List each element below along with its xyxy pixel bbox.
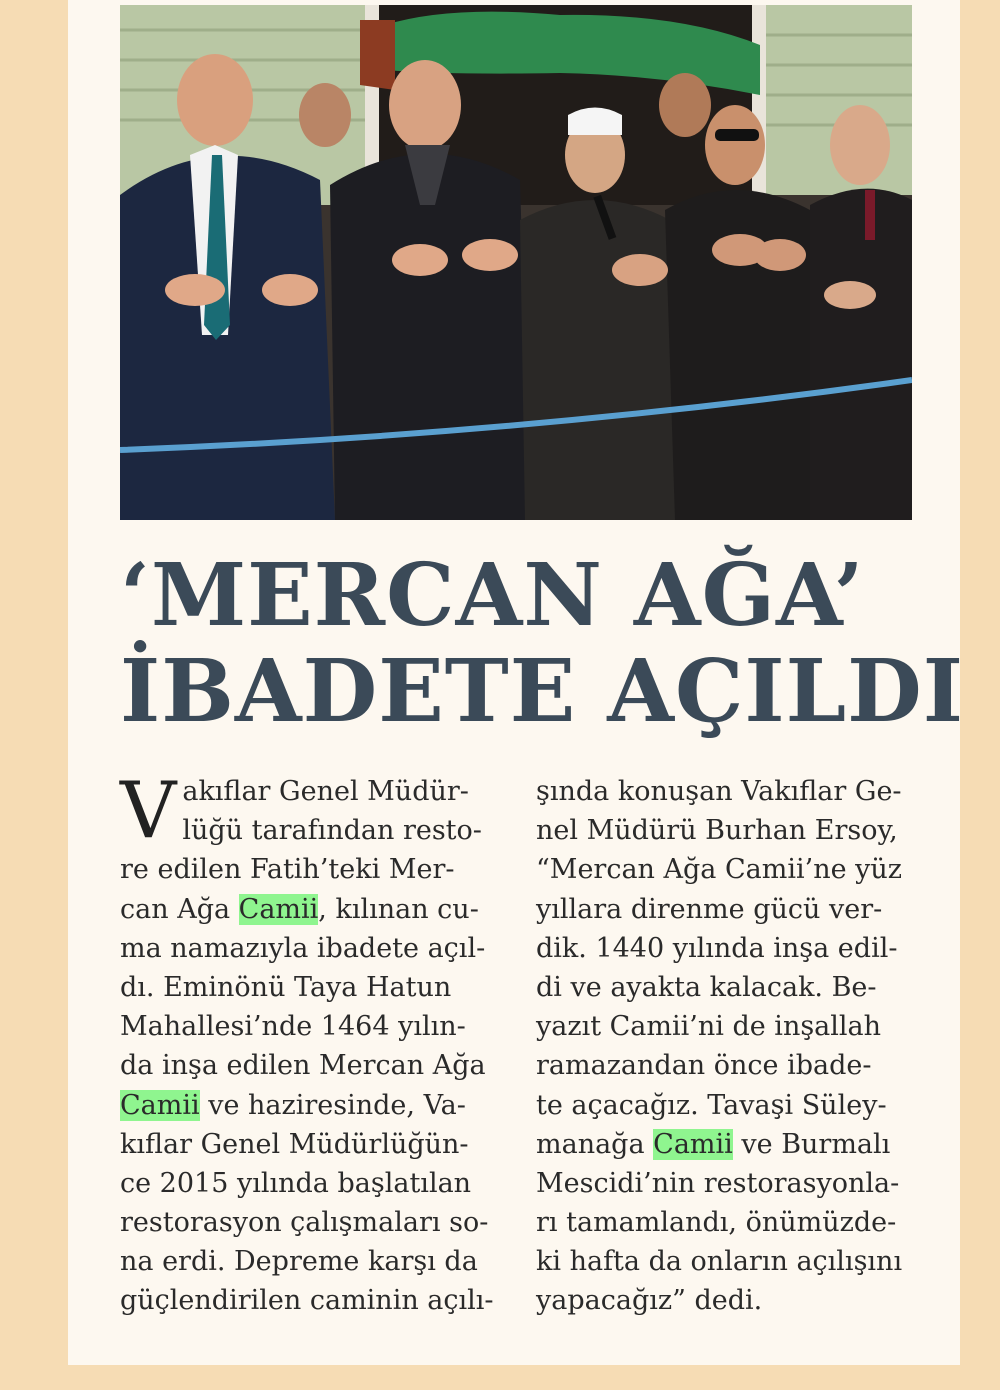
- highlighted-word: Camii: [653, 1128, 733, 1160]
- article-column-left: [120, 766, 510, 1321]
- article-line: [536, 1125, 926, 1164]
- article-line: [536, 1242, 926, 1281]
- article-line: [120, 1203, 510, 1242]
- ceremony-photo-illustration: [120, 5, 912, 520]
- article-text: , kılınan cu-: [318, 893, 479, 925]
- article-text: güçlendirilen caminin açılı-: [120, 1285, 494, 1317]
- article-line: [536, 1281, 926, 1320]
- article-line: [536, 1086, 926, 1125]
- article-line: [120, 1125, 510, 1164]
- article-text: akıflar Genel Müdür-: [182, 776, 469, 807]
- article-text: ramazandan önce ibade-: [536, 1050, 872, 1082]
- article-text: şında konuşan Vakıflar Ge-: [536, 776, 902, 807]
- article-line: [536, 1203, 926, 1242]
- article-line: [120, 1164, 510, 1203]
- article-text: “Mercan Ağa Camii’ne yüz: [536, 854, 903, 886]
- article-line: [120, 1046, 510, 1085]
- article-line: [120, 1242, 510, 1281]
- article-line: [536, 1007, 926, 1046]
- article-text: yıllara direnme gücü ver-: [536, 893, 883, 925]
- article-text: Mescidi’nin restorasyonla-: [536, 1167, 900, 1199]
- article-line: [120, 890, 510, 929]
- drop-cap: V: [120, 766, 177, 856]
- article-text: yapacağız” dedi.: [536, 1285, 763, 1317]
- article-text: kıflar Genel Müdürlüğün-: [120, 1128, 469, 1160]
- article-text: nel Müdürü Burhan Ersoy,: [536, 815, 898, 847]
- headline-line-2: İBADETE AÇILDI: [120, 641, 964, 742]
- article-text: manağa: [536, 1128, 654, 1160]
- article-text: ki hafta da onların açılışını: [536, 1246, 903, 1278]
- article-text: rı tamamlandı, önümüzde-: [536, 1207, 897, 1239]
- article-text: te açacağız. Tavaşi Süley-: [536, 1089, 887, 1121]
- article-text: na erdi. Depreme karşı da: [120, 1246, 478, 1278]
- article-text: da inşa edilen Mercan Ağa: [120, 1050, 486, 1082]
- article-line: [120, 929, 510, 968]
- article-line: [536, 890, 926, 929]
- highlighted-word: Camii: [238, 893, 319, 925]
- article-text: ma namazıyla ibadete açıl-: [120, 932, 486, 964]
- article-line: [120, 772, 510, 811]
- article-line: [536, 929, 926, 968]
- article-text: ve haziresinde, Va-: [199, 1089, 466, 1121]
- article-line: [536, 1164, 926, 1203]
- article-line: [536, 1046, 926, 1085]
- article-column-right: [536, 772, 926, 1321]
- article-line: [120, 811, 510, 850]
- article-line: [120, 850, 510, 889]
- article-line: [120, 1281, 510, 1320]
- ceremony-photo: [120, 5, 912, 520]
- headline-line-1: ‘MERCAN AĞA’: [120, 545, 865, 646]
- article-text: dı. Eminönü Taya Hatun: [120, 971, 452, 1003]
- article-text: Mahallesi’nde 1464 yılın-: [120, 1011, 466, 1043]
- article-line: [120, 1007, 510, 1046]
- article-text: can Ağa: [120, 893, 239, 925]
- article-text: re edilen Fatih’teki Mer-: [120, 854, 455, 886]
- article-text: ve Burmalı: [732, 1128, 891, 1160]
- article-line: [536, 968, 926, 1007]
- article-text: ce 2015 yılında başlatılan: [120, 1167, 472, 1199]
- highlighted-word: Camii: [120, 1089, 200, 1121]
- article-text: lüğü tarafından resto-: [182, 815, 482, 847]
- article-text: yazıt Camii’ni de inşallah: [536, 1011, 882, 1043]
- article-line: [120, 1086, 510, 1125]
- article-text: dik. 1440 yılında inşa edil-: [536, 932, 898, 964]
- headline: [120, 545, 964, 742]
- article-line: [536, 811, 926, 850]
- article-line: [536, 772, 926, 811]
- article-text: di ve ayakta kalacak. Be-: [536, 971, 877, 1003]
- article-line: [536, 850, 926, 889]
- article-line: [120, 968, 510, 1007]
- article-text: restorasyon çalışmaları so-: [120, 1207, 489, 1239]
